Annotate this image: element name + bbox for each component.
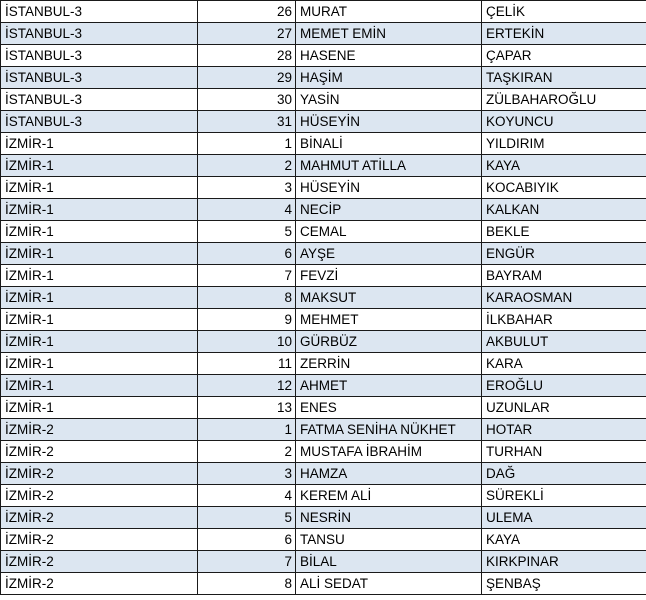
district-cell[interactable]: İZMİR-1 <box>1 397 198 419</box>
last-name-cell[interactable]: YILDIRIM <box>482 133 646 155</box>
first-name-cell[interactable]: GÜRBÜZ <box>296 331 482 353</box>
last-name-cell[interactable]: ÇELİK <box>482 1 646 23</box>
list-number-cell[interactable]: 2 <box>198 441 296 463</box>
district-cell[interactable]: İZMİR-1 <box>1 353 198 375</box>
district-cell[interactable]: İZMİR-1 <box>1 199 198 221</box>
first-name-cell[interactable]: CEMAL <box>296 221 482 243</box>
last-name-cell[interactable]: BEKLE <box>482 221 646 243</box>
table-row <box>1 111 646 133</box>
last-name-cell[interactable]: ULEMA <box>482 507 646 529</box>
district-cell[interactable]: İZMİR-1 <box>1 309 198 331</box>
first-name-cell[interactable]: MEMET EMİN <box>296 23 482 45</box>
first-name-cell[interactable]: MEHMET <box>296 309 482 331</box>
last-name-cell[interactable]: EROĞLU <box>482 375 646 397</box>
table-row <box>1 573 646 595</box>
first-name-cell[interactable]: BİLAL <box>296 551 482 573</box>
list-number-cell[interactable]: 11 <box>198 353 296 375</box>
first-name-cell[interactable]: ZERRİN <box>296 353 482 375</box>
district-cell[interactable]: İZMİR-2 <box>1 441 198 463</box>
table-row <box>1 1 646 23</box>
table-row <box>1 265 646 287</box>
first-name-cell[interactable]: AYŞE <box>296 243 482 265</box>
table-row <box>1 529 646 551</box>
last-name-cell[interactable]: SÜREKLİ <box>482 485 646 507</box>
first-name-cell[interactable]: FATMA SENİHA NÜKHET <box>296 419 482 441</box>
table-row <box>1 485 646 507</box>
list-number-cell[interactable]: 13 <box>198 397 296 419</box>
first-name-cell[interactable]: HASENE <box>296 45 482 67</box>
last-name-cell[interactable]: ENGÜR <box>482 243 646 265</box>
table-row <box>1 89 646 111</box>
list-number-cell[interactable]: 1 <box>198 419 296 441</box>
list-number-cell[interactable]: 8 <box>198 573 296 595</box>
table-row <box>1 309 646 331</box>
first-name-cell[interactable]: ENES <box>296 397 482 419</box>
district-cell[interactable]: İSTANBUL-3 <box>1 45 198 67</box>
table-row <box>1 419 646 441</box>
table-row <box>1 23 646 45</box>
list-number-cell[interactable]: 6 <box>198 529 296 551</box>
district-cell[interactable]: İSTANBUL-3 <box>1 1 198 23</box>
table-row <box>1 155 646 177</box>
list-number-cell[interactable]: 31 <box>198 111 296 133</box>
list-number-cell[interactable]: 7 <box>198 265 296 287</box>
first-name-cell[interactable]: TANSU <box>296 529 482 551</box>
district-cell[interactable]: İZMİR-2 <box>1 485 198 507</box>
last-name-cell[interactable]: İLKBAHAR <box>482 309 646 331</box>
district-cell[interactable]: İZMİR-1 <box>1 243 198 265</box>
first-name-cell[interactable]: NECİP <box>296 199 482 221</box>
first-name-cell[interactable]: KEREM ALİ <box>296 485 482 507</box>
table-row <box>1 551 646 573</box>
district-cell[interactable]: İSTANBUL-3 <box>1 23 198 45</box>
table-row <box>1 507 646 529</box>
last-name-cell[interactable]: HOTAR <box>482 419 646 441</box>
district-cell[interactable]: İSTANBUL-3 <box>1 111 198 133</box>
first-name-cell[interactable]: HAŞİM <box>296 67 482 89</box>
district-cell[interactable]: İZMİR-2 <box>1 573 198 595</box>
first-name-cell[interactable]: BİNALİ <box>296 133 482 155</box>
table-body <box>1 1 646 595</box>
first-name-cell[interactable]: NESRİN <box>296 507 482 529</box>
last-name-cell[interactable]: KALKAN <box>482 199 646 221</box>
first-name-cell[interactable]: MUSTAFA İBRAHİM <box>296 441 482 463</box>
table-row <box>1 133 646 155</box>
list-number-cell[interactable]: 6 <box>198 243 296 265</box>
first-name-cell[interactable]: FEVZİ <box>296 265 482 287</box>
list-number-cell[interactable]: 9 <box>198 309 296 331</box>
first-name-cell[interactable]: MAKSUT <box>296 287 482 309</box>
last-name-cell[interactable]: KOYUNCU <box>482 111 646 133</box>
table-row <box>1 287 646 309</box>
table-row <box>1 463 646 485</box>
first-name-cell[interactable]: AHMET <box>296 375 482 397</box>
district-cell[interactable]: İZMİR-2 <box>1 507 198 529</box>
table-row <box>1 375 646 397</box>
list-number-cell[interactable]: 27 <box>198 23 296 45</box>
last-name-cell[interactable]: KIRKPINAR <box>482 551 646 573</box>
list-number-cell[interactable]: 30 <box>198 89 296 111</box>
table-row <box>1 441 646 463</box>
last-name-cell[interactable]: TURHAN <box>482 441 646 463</box>
district-cell[interactable]: İZMİR-2 <box>1 551 198 573</box>
last-name-cell[interactable]: KAYA <box>482 529 646 551</box>
last-name-cell[interactable]: AKBULUT <box>482 331 646 353</box>
list-number-cell[interactable]: 2 <box>198 155 296 177</box>
district-cell[interactable]: İZMİR-1 <box>1 287 198 309</box>
list-number-cell[interactable]: 12 <box>198 375 296 397</box>
last-name-cell[interactable]: KAYA <box>482 155 646 177</box>
list-number-cell[interactable]: 26 <box>198 1 296 23</box>
last-name-cell[interactable]: DAĞ <box>482 463 646 485</box>
table-row <box>1 45 646 67</box>
first-name-cell[interactable]: MAHMUT ATİLLA <box>296 155 482 177</box>
last-name-cell[interactable]: KARA <box>482 353 646 375</box>
first-name-cell[interactable]: HÜSEYİN <box>296 111 482 133</box>
table-row <box>1 331 646 353</box>
list-number-cell[interactable]: 5 <box>198 221 296 243</box>
first-name-cell[interactable]: YASİN <box>296 89 482 111</box>
list-number-cell[interactable]: 8 <box>198 287 296 309</box>
first-name-cell[interactable]: HÜSEYİN <box>296 177 482 199</box>
list-number-cell[interactable]: 5 <box>198 507 296 529</box>
table-row <box>1 353 646 375</box>
list-number-cell[interactable]: 4 <box>198 485 296 507</box>
table-row <box>1 67 646 89</box>
first-name-cell[interactable]: HAMZA <box>296 463 482 485</box>
table-row <box>1 397 646 419</box>
table-row <box>1 177 646 199</box>
list-number-cell[interactable]: 7 <box>198 551 296 573</box>
district-cell[interactable]: İZMİR-1 <box>1 177 198 199</box>
district-cell[interactable]: İZMİR-1 <box>1 133 198 155</box>
last-name-cell[interactable]: KARAOSMAN <box>482 287 646 309</box>
last-name-cell[interactable]: TAŞKIRAN <box>482 67 646 89</box>
list-number-cell[interactable]: 4 <box>198 199 296 221</box>
table-row <box>1 243 646 265</box>
last-name-cell[interactable]: KOCABIYIK <box>482 177 646 199</box>
district-cell[interactable]: İZMİR-2 <box>1 419 198 441</box>
list-number-cell[interactable]: 3 <box>198 177 296 199</box>
district-cell[interactable]: İSTANBUL-3 <box>1 67 198 89</box>
last-name-cell[interactable]: ERTEKİN <box>482 23 646 45</box>
list-number-cell[interactable]: 3 <box>198 463 296 485</box>
last-name-cell[interactable]: UZUNLAR <box>482 397 646 419</box>
district-cell[interactable]: İZMİR-1 <box>1 155 198 177</box>
list-number-cell[interactable]: 29 <box>198 67 296 89</box>
table-row <box>1 199 646 221</box>
first-name-cell[interactable]: ALİ SEDAT <box>296 573 482 595</box>
district-cell[interactable]: İZMİR-1 <box>1 265 198 287</box>
district-cell[interactable]: İZMİR-1 <box>1 375 198 397</box>
list-number-cell[interactable]: 1 <box>198 133 296 155</box>
district-cell[interactable]: İZMİR-2 <box>1 529 198 551</box>
list-number-cell[interactable]: 10 <box>198 331 296 353</box>
last-name-cell[interactable]: BAYRAM <box>482 265 646 287</box>
last-name-cell[interactable]: ŞENBAŞ <box>482 573 646 595</box>
district-cell[interactable]: İZMİR-2 <box>1 463 198 485</box>
last-name-cell[interactable]: ZÜLBAHAROĞLU <box>482 89 646 111</box>
list-number-cell[interactable]: 28 <box>198 45 296 67</box>
table-row <box>1 221 646 243</box>
first-name-cell[interactable]: MURAT <box>296 1 482 23</box>
last-name-cell[interactable]: ÇAPAR <box>482 45 646 67</box>
district-cell[interactable]: İZMİR-1 <box>1 331 198 353</box>
district-cell[interactable]: İZMİR-1 <box>1 221 198 243</box>
district-cell[interactable]: İSTANBUL-3 <box>1 89 198 111</box>
